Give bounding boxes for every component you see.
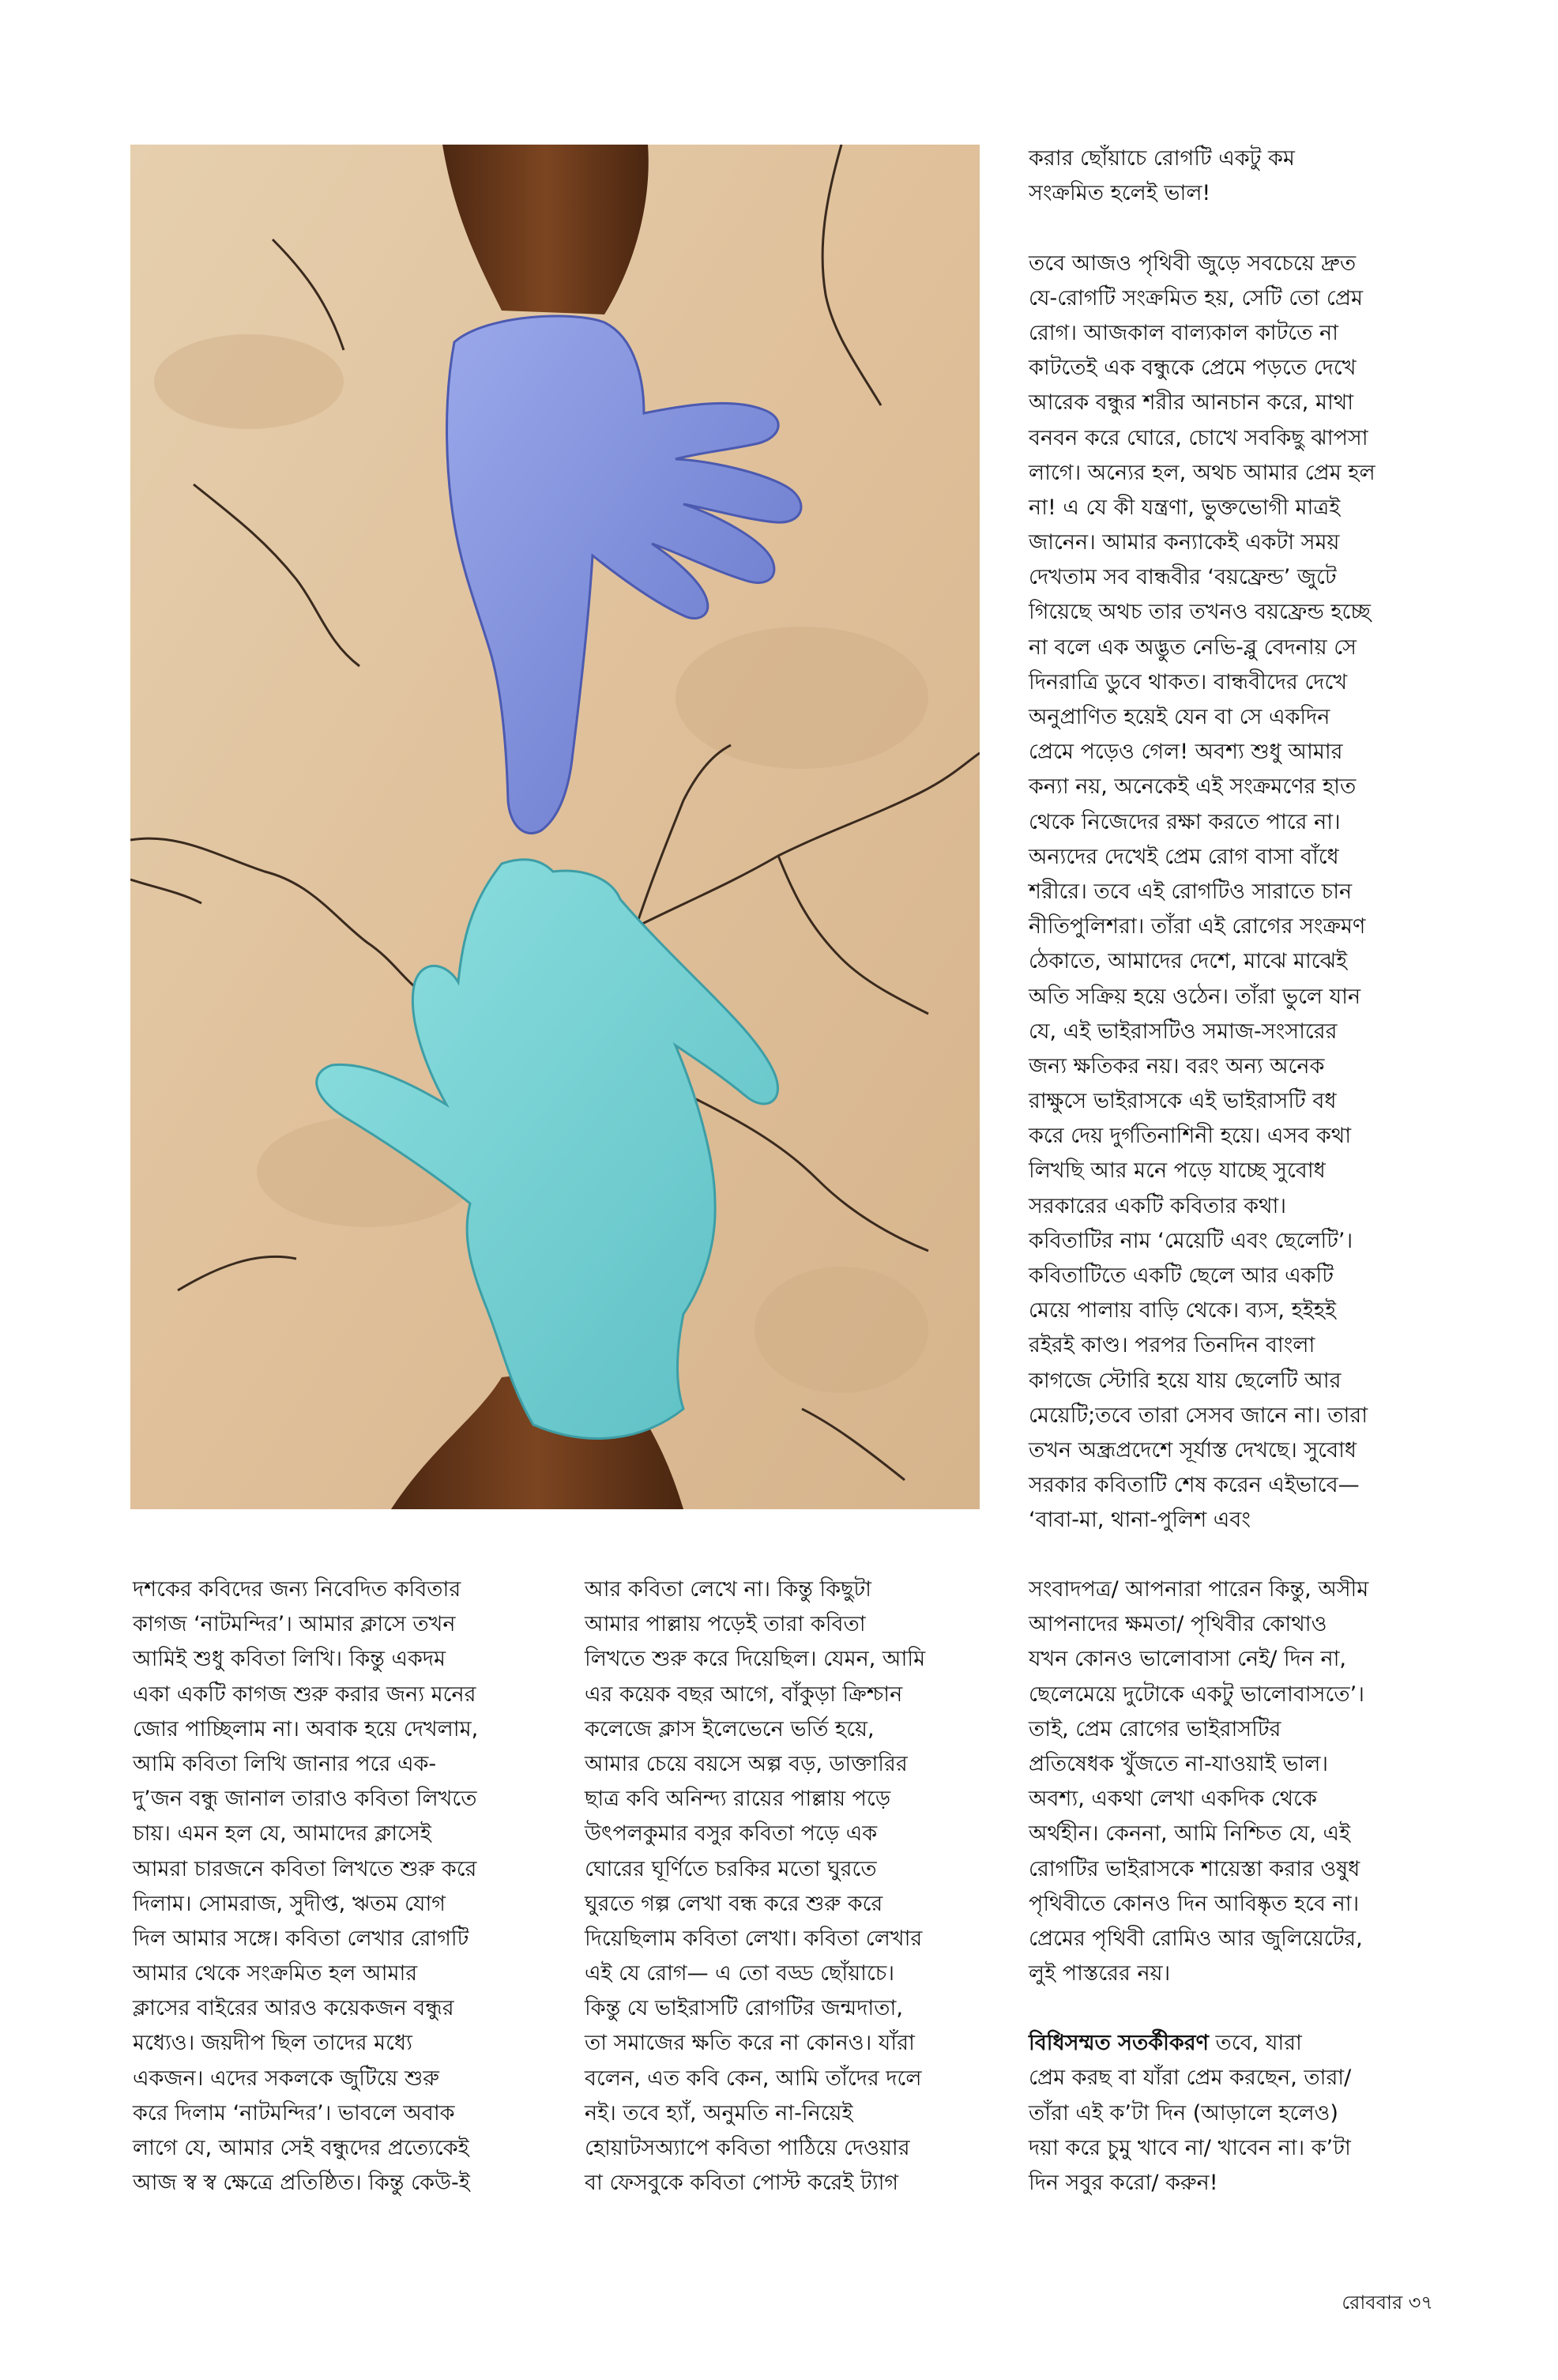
text-line: অতি সক্রিয় হয়ে ওঠেন। তাঁরা ভুলে যান (1029, 984, 1361, 1009)
text-line: আজ স্ব স্ব ক্ষেত্রে প্রতিষ্ঠিত। কিন্তু কেউ-ই (133, 2171, 470, 2196)
text-line: ক্লাসের বাইরের আরও কয়েকজন বন্ধুর (133, 1996, 454, 2021)
text-line: গিয়েছে অথচ তার তখনও বয়ফ্রেন্ড হচ্ছে (1029, 600, 1371, 625)
text-line: রাক্ষুসে ভাইরাসকে এই ভাইরাসটি বধ (1029, 1089, 1337, 1114)
text-line: বলেন, এত কবি কেন, আমি তাঁদের দলে (585, 2066, 922, 2091)
text-line: যখন কোনও ভালোবাসা নেই/ দিন না, (1029, 1647, 1347, 1672)
text-line: কাটতেই এক বন্ধুকে প্রেমে পড়তে দেখে (1029, 356, 1357, 381)
text-line: অবশ্য, একথা লেখা একদিক থেকে (1029, 1787, 1317, 1812)
text-line: ঘুরতে গল্প লেখা বন্ধ করে শুরু করে (585, 1891, 883, 1916)
fresco-illustration (130, 145, 980, 1509)
text-line: সরকারের একটি কবিতার কথা। (1029, 1193, 1287, 1218)
text-line: দশকের কবিদের জন্য নিবেদিত কবিতার (133, 1577, 461, 1602)
text-line: চায়। এমন হল যে, আমাদের ক্লাসেই (133, 1821, 431, 1847)
text-line: তখন অন্ধ্রপ্রদেশে সূর্যাস্ত দেখছে। সুবোধ (1029, 1437, 1357, 1463)
column-3-body (1029, 1572, 1471, 1991)
text-line: এই যে রোগ— এ তো বড্ড ছোঁয়াচে। (585, 1961, 895, 1986)
text-line: আমার চেয়ে বয়সে অল্প বড়, ডাক্তারির (585, 1751, 908, 1776)
text-line: জানেন। আমার কন্যাকেই একটা সময় (1029, 530, 1340, 555)
text-line: ছাত্র কবি অনিন্দ্য রায়ের পাল্লায় পড়ে (585, 1787, 891, 1812)
text-line: রোগটির ভাইরাসকে শায়েস্তা করার ওষুধ (1029, 1856, 1360, 1881)
text-line: সরকার কবিতাটি শেষ করেন এইভাবে— (1029, 1473, 1360, 1498)
text-line: আপনাদের ক্ষমতা/ পৃথিবীর কোথাও (1029, 1612, 1327, 1637)
text-line: অন্যদের দেখেই প্রেম রোগ বাসা বাঁধে (1029, 844, 1339, 869)
text-line: তা সমাজের ক্ষতি করে না কোনও। যাঁরা (585, 2031, 915, 2056)
text-line: পৃথিবীতে কোনও দিন আবিষ্কৃত হবে না। (1029, 1891, 1360, 1916)
text-line: মেয়েটি;তবে তারা সেসব জানে না। তারা (1029, 1403, 1368, 1428)
text-line: কলেজে ক্লাস ইলেভেনে ভর্তি হয়ে, (585, 1716, 875, 1742)
warning-body (1029, 2061, 1471, 2201)
text-line: মেয়ে পালায় বাড়ি থেকে। ব্যস, হইহই (1029, 1298, 1337, 1324)
text-line: লিখতে শুরু করে দিয়েছিল। যেমন, আমি (585, 1647, 926, 1672)
text-line: দিনরাত্রি ডুবে থাকত। বান্ধবীদের দেখে (1029, 669, 1348, 695)
text-line: প্রতিষেধক খুঁজতে না-যাওয়াই ভাল। (1029, 1751, 1329, 1776)
text-line: আমরা চারজনে কবিতা লিখতে শুরু করে (133, 1856, 477, 1881)
text-line: করে দিলাম ‘নাটমন্দির’। ভাবলে অবাক (133, 2100, 455, 2126)
illustration-gloved-hands (130, 145, 980, 1509)
text-line: ‘বাবা-মা, থানা-পুলিশ এবং (1029, 1508, 1251, 1533)
text-line: যে-রোগটি সংক্রমিত হয়, সেটি তো প্রেম (1029, 285, 1363, 311)
text-line: নই। তবে হ্যাঁ, অনুমতি না-নিয়েই (585, 2100, 853, 2126)
text-line: উৎপলকুমার বসুর কবিতা পড়ে এক (585, 1821, 878, 1847)
text-line: একজন। এদের সকলকে জুটিয়ে শুরু (133, 2066, 439, 2091)
text-line: মধ্যেও। জয়দীপ ছিল তাদের মধ্যে (133, 2031, 412, 2056)
text-line: সংক্রমিত হলেই ভাল! (1029, 181, 1211, 206)
text-line: না বলে এক অদ্ভুত নেভি-ব্লু বেদনায় সে (1029, 635, 1357, 660)
text-line: ঠেকাতে, আমাদের দেশে, মাঝে মাঝেই (1029, 949, 1348, 974)
text-line (1029, 211, 1471, 246)
text-line: অর্থহীন। কেননা, আমি নিশ্চিত যে, এই (1029, 1821, 1351, 1847)
text-line: রোগ। আজকাল বাল্যকাল কাটতে না (1029, 320, 1338, 345)
text-line: এর কয়েক বছর আগে, বাঁকুড়া ক্রিশ্চান (585, 1681, 903, 1707)
article-column-1 (133, 1572, 551, 2201)
text-line: লিখছি আর মনে পড়ে যাচ্ছে সুবোধ (1029, 1158, 1326, 1184)
text-line: করে দেয় দুর্গতিনাশিনী হয়ে। এসব কথা (1029, 1124, 1352, 1149)
text-line: শরীরে। তবে এই রোগটিও সারাতে চান (1029, 879, 1353, 904)
text-line: করার ছোঁয়াচে রোগটি একটু কম (1029, 146, 1295, 171)
text-line: প্রেম করছ বা যাঁরা প্রেম করছেন, তারা/ (1029, 2066, 1352, 2091)
text-line: হোয়াটসঅ্যাপে কবিতা পাঠিয়ে দেওয়ার (585, 2136, 910, 2160)
text-line: থেকে নিজেদের রক্ষা করতে পারে না। (1029, 809, 1341, 834)
text-line: প্রেমে পড়েও গেল! অবশ্য শুধু আমার (1029, 740, 1343, 765)
text-line: লুই পাস্তরের নয়। (1029, 1961, 1171, 1986)
text-line: কিন্তু যে ভাইরাসটি রোগটির জন্মদাতা, (585, 1996, 903, 2021)
warning-first-text: তবে, যারা (1208, 2031, 1302, 2056)
article-column-right-top (1029, 141, 1471, 1538)
text-line: যে, এই ভাইরাসটিও সমাজ-সংসারের (1029, 1019, 1338, 1044)
text-line: আমার পাল্লায় পড়েই তারা কবিতা (585, 1612, 866, 1637)
article-column-2 (585, 1572, 1003, 2201)
text-line: আমি কবিতা লিখি জানার পরে এক- (133, 1751, 437, 1776)
text-line: দেখতাম সব বান্ধবীর ‘বয়ফ্রেন্ড’ জুটে (1029, 565, 1337, 590)
warning-heading: বিধিসম্মত সতর্কীকরণ (1029, 2031, 1209, 2056)
text-line: কন্যা নয়, অনেকেই এই সংক্রমণের হাত (1029, 774, 1357, 800)
text-line: আমার থেকে সংক্রমিত হল আমার (133, 1961, 418, 1986)
text-line: না! এ যে কী যন্ত্রণা, ভুক্তভোগী মাত্রই (1029, 495, 1341, 520)
text-line: আরেক বন্ধুর শরীর আনচান করে, মাথা (1029, 390, 1354, 416)
text-line: কাগজে স্টোরি হয়ে যায় ছেলেটি আর (1029, 1368, 1342, 1393)
text-line: রইরই কাণ্ড। পরপর তিনদিন বাংলা (1029, 1333, 1315, 1358)
text-line: সংবাদপত্র/ আপনারা পারেন কিন্তু, অসীম (1029, 1577, 1369, 1602)
paragraph-gap (1029, 1991, 1471, 2026)
text-line: অনুপ্রাণিত হয়েই যেন বা সে একদিন (1029, 705, 1330, 729)
text-line: দু’জন বন্ধু জানাল তারাও কবিতা লিখতে (133, 1787, 477, 1812)
page-folio: রোববার ৩৭ (1342, 2292, 1433, 2314)
text-line: ঘোরের ঘূর্ণিতে চরকির মতো ঘুরতে (585, 1856, 877, 1881)
text-line: তবে আজও পৃথিবী জুড়ে সবচেয়ে দ্রুত (1029, 250, 1357, 276)
text-line: লাগে। অন্যের হল, অথচ আমার প্রেম হল (1029, 460, 1375, 485)
text-line: দিলাম। সোমরাজ, সুদীপ্ত, ঋতম যোগ (133, 1891, 446, 1916)
article-column-3 (1029, 1572, 1471, 2201)
text-line: দিয়েছিলাম কবিতা লেখা। কবিতা লেখার (585, 1926, 923, 1951)
text-line: নীতিপুলিশরা। তাঁরা এই রোগের সংক্রমণ (1029, 914, 1366, 940)
text-line: তাঁরা এই ক’টা দিন (আড়ালে হলেও) (1029, 2100, 1338, 2126)
warning-first-line (1029, 2026, 1471, 2061)
text-line: বনবন করে ঘোরে, চোখে সবকিছু ঝাপসা (1029, 425, 1368, 450)
text-line: আমিই শুধু কবিতা লিখি। কিন্তু একদম (133, 1647, 446, 1672)
text-line: বা ফেসবুকে কবিতা পোস্ট করেই ট্যাগ (585, 2171, 899, 2196)
text-line: দিল আমার সঙ্গে। কবিতা লেখার রোগটি (133, 1926, 469, 1951)
text-line: ছেলেমেয়ে দুটোকে একটু ভালোবাসতে’। (1029, 1681, 1364, 1707)
text-line: প্রেমের পৃথিবী রোমিও আর জুলিয়েটের, (1029, 1926, 1363, 1951)
text-line: কাগজ ‘নাটমন্দির’। আমার ক্লাসে তখন (133, 1612, 456, 1637)
text-line: কবিতাটিতে একটি ছেলে আর একটি (1029, 1263, 1334, 1288)
text-line: দিন সবুর করো/ করুন! (1029, 2171, 1218, 2195)
text-line: জোর পাচ্ছিলাম না। অবাক হয়ে দেখলাম, (133, 1716, 479, 1742)
text-line: লাগে যে, আমার সেই বন্ধুদের প্রত্যেকেই (133, 2136, 469, 2160)
text-line: আর কবিতা লেখে না। কিন্তু কিছুটা (585, 1577, 871, 1602)
text-line: জন্য ক্ষতিকর নয়। বরং অন্য অনেক (1029, 1053, 1325, 1079)
text-line: দয়া করে চুমু খাবে না/ খাবেন না। ক’টা (1029, 2135, 1351, 2160)
text-line: একা একটি কাগজ শুরু করার জন্য মনের (133, 1681, 476, 1707)
text-line: তাই, প্রেম রোগের ভাইরাসটির (1029, 1716, 1281, 1742)
text-line: কবিতাটির নাম ‘মেয়েটি এবং ছেলেটি’। (1029, 1228, 1353, 1253)
